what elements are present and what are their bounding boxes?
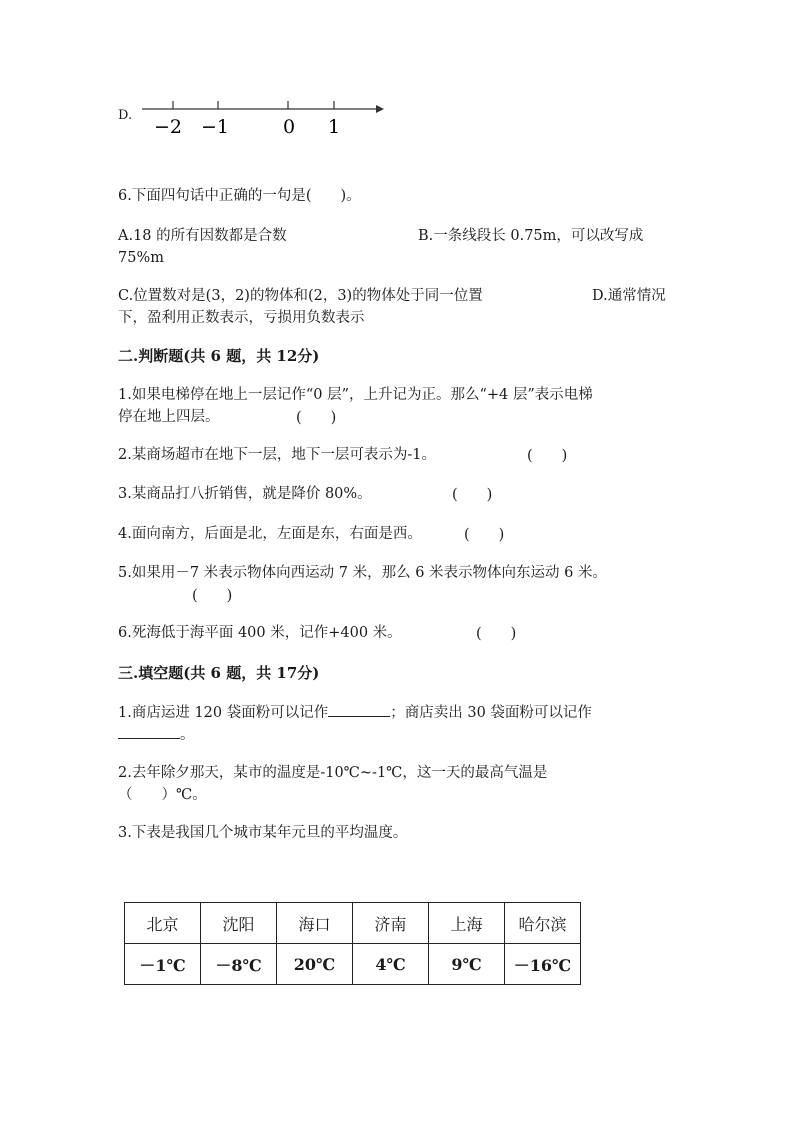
temp-cell: －1℃ (125, 944, 201, 985)
temp-cell: 4℃ (353, 944, 429, 985)
q6-option-d-cont: 下，盈利用正数表示，亏损用负数表示 (118, 310, 365, 326)
fill-item-1-part2: ；商店卖出 30 袋面粉可以记作 (390, 705, 592, 721)
q6-option-a: A.18 的所有因数都是合数 (118, 228, 287, 244)
temp-cell: －8℃ (201, 944, 277, 985)
number-line-arrow (376, 105, 384, 113)
city-cell: 哈尔滨 (505, 903, 581, 944)
city-cell: 海口 (277, 903, 353, 944)
table-row-cities (125, 903, 581, 944)
judge-answer-slot-4[interactable]: ( ) (464, 527, 505, 543)
fill-item-2: 2.去年除夕那天，某市的温度是-10℃~-1℃，这一天的最高气温是 (118, 765, 548, 781)
q6-stem: 6.下面四句话中正确的一句是( )。 (118, 188, 361, 204)
q6-option-b: B.一条线段长 0.75m，可以改写成 (418, 228, 644, 244)
fill-item-1 (118, 702, 678, 724)
judge-answer-slot-6[interactable]: ( ) (476, 626, 517, 642)
temp-cell: 20℃ (277, 944, 353, 985)
city-cell: 北京 (125, 903, 201, 944)
tick-label: 1 (327, 116, 341, 138)
number-line-graphic (118, 96, 398, 140)
q6-option-d: D.通常情况 (592, 288, 666, 304)
section-2-title: 二.判断题(共 6 题，共 12分) (118, 347, 320, 365)
judge-answer-slot-2[interactable]: ( ) (527, 448, 568, 464)
judge-item-4: 4.面向南方，后面是北，左面是东，右面是西。 (118, 526, 422, 542)
judge-item-1-cont: 停在地上四层。 (118, 409, 220, 425)
fill-item-3: 3.下表是我国几个城市某年元旦的平均温度。 (118, 825, 408, 841)
fill-blank-1[interactable] (328, 702, 390, 717)
fill-item-1-part1: 1.商店运进 120 袋面粉可以记作 (118, 705, 329, 721)
fill-item-2-cont: （ ）℃。 (118, 787, 207, 803)
table-row-temps (125, 944, 581, 985)
judge-item-2: 2.某商场超市在地下一层，地下一层可表示为-1。 (118, 447, 436, 463)
judge-item-5: 5.如果用－7 米表示物体向西运动 7 米，那么 6 米表示物体向东运动 6 米。 (118, 565, 607, 581)
judge-answer-slot-3[interactable]: ( ) (452, 487, 493, 503)
tick-label: −1 (200, 116, 230, 138)
city-temperature-table (124, 902, 581, 985)
tick-label: −2 (153, 116, 183, 138)
option-d-label: D. (118, 108, 133, 123)
judge-item-3: 3.某商品打八折销售，就是降价 80%。 (118, 486, 372, 502)
fill-blank-2[interactable] (118, 724, 180, 739)
section-3-title: 三.填空题(共 6 题，共 17分) (118, 664, 320, 682)
judge-item-1: 1.如果电梯停在地上一层记作“0 层”，上升记为正。那么“+4 层”表示电梯 (118, 387, 593, 403)
judge-answer-slot-1[interactable]: ( ) (296, 410, 337, 426)
city-cell: 沈阳 (201, 903, 277, 944)
fill-item-1-end: 。 (180, 727, 195, 743)
number-line-option-d (118, 96, 398, 140)
city-cell: 上海 (429, 903, 505, 944)
temp-cell: 9℃ (429, 944, 505, 985)
judge-item-6: 6.死海低于海平面 400 米，记作+400 米。 (118, 625, 402, 641)
q6-option-b-cont: 75%m (118, 250, 164, 266)
temp-cell: －16℃ (505, 944, 581, 985)
tick-label: 0 (282, 116, 296, 138)
fill-item-1-cont (118, 724, 678, 746)
q6-option-c: C.位置数对是(3，2)的物体和(2，3)的物体处于同一位置 (118, 288, 483, 304)
city-cell: 济南 (353, 903, 429, 944)
judge-answer-slot-5[interactable]: ( ) (192, 588, 233, 604)
